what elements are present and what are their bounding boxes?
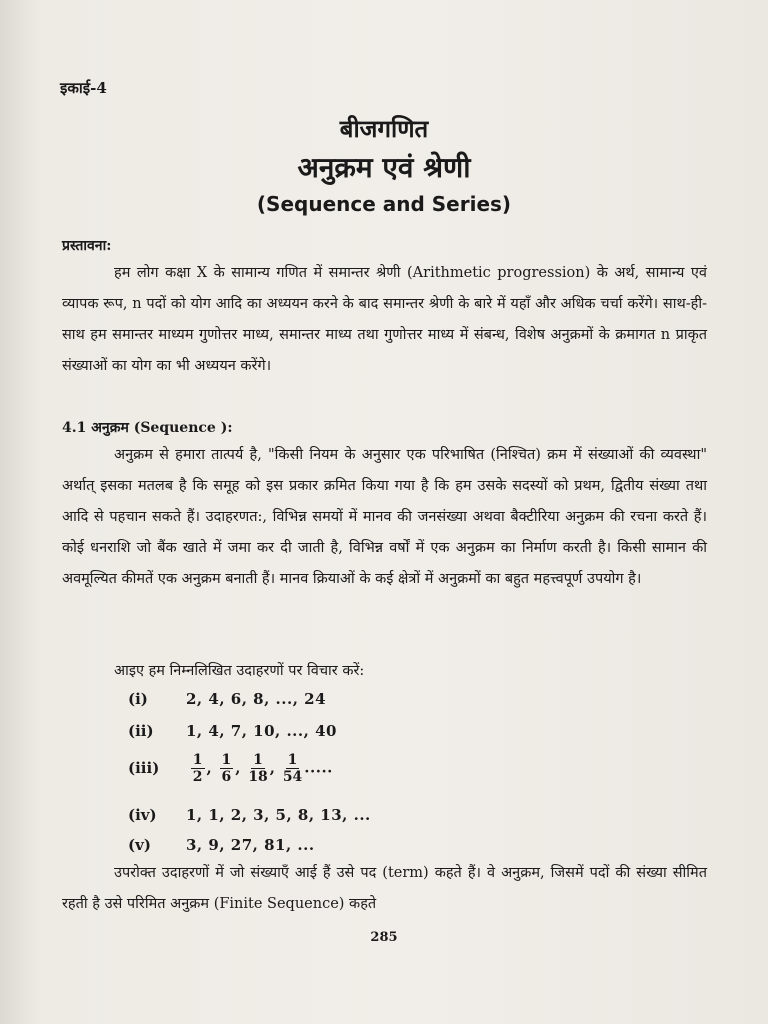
- closing-paragraph: उपरोक्त उदाहरणों में जो संख्याएँ आई हैं उसे पद (term) कहते हैं। वे अनुक्रम, जिसमें पदों की संख्या सीमित रहती है उसे परिमित अनुक्रम (Finite Sequence) कहते: [62, 865, 707, 912]
- example-item: (i) 2, 4, 6, 8, ..., 24: [128, 690, 327, 708]
- example-item: (iii) $\frac{1}{2}$ , $\frac{1}{6}$ , $\frac{1}{18}$ , $\frac{1}{54}$ .....: [128, 752, 333, 785]
- unit-label: इकाई-4: [60, 79, 107, 97]
- fraction: $\frac{1}{6}$: [221, 752, 232, 785]
- intro-paragraph: हम लोग कक्षा X के सामान्य गणित में समान्तर श्रेणी (Arithmetic progression) के अर्थ, सामान्य एवं व्यापक रूप, n पदों को योग आदि का अध्ययन करने के बाद समान्तर श्रेणी के बारे में यहाँ और अधिक चर्चा करेंगे। साथ-ही-साथ हम समान्तर माध्यम गुणोत्तर माध्य, समान्तर माध्य तथा गुणोत्तर माध्य में संबन्ध, विशेष अनुक्रमों के क्रमागत n प्राकृत संख्याओं का योग का भी अध्ययन करेंगे।: [62, 265, 707, 374]
- examples-intro: आइए हम निम्नलिखित उदाहरणों पर विचार करें:: [114, 663, 365, 679]
- intro-heading: प्रस्तावना:: [62, 238, 112, 254]
- chapter-subtitle-english: (Sequence and Series): [256, 192, 512, 216]
- example-item: (iv) 1, 1, 2, 3, 5, 8, 13, ...: [128, 806, 371, 824]
- section-paragraph: अनुक्रम से हमारा तात्पर्य है, "किसी नियम के अनुसार एक परिभाषित (निश्चित) क्रम में संख्याओं की व्यवस्था" अर्थात् इसका मतलब है कि समूह को इस प्रकार क्रमित किया गया है कि हम उसके सदस्यों को प्रथम, द्वितीय संख्या तथा आदि से पहचान सकते हैं। उदाहरणत:, विभिन्न समयों में मानव की जनसंख्या अथवा बैक्टीरिया अनुक्रम की रचना करते हैं। कोई धनराशि जो बैंक खाते में जमा कर दी जाती है, विभिन्न वर्षों में एक अनुक्रम का निर्माण करती है। किसी सामान की अवमूल्यित कीमतें एक अनुक्रम बनाती हैं। मानव क्रियाओं के कई क्षेत्रों में अनुक्रमों का बहुत महत्त्वपूर्ण उपयोग है।: [62, 447, 707, 587]
- chapter-title: बीजगणित: [339, 114, 429, 143]
- chapter-subtitle: अनुक्रम एवं श्रेणी: [297, 151, 471, 184]
- section-heading: 4.1 अनुक्रम (Sequence ):: [62, 420, 233, 436]
- page-number: 285: [370, 930, 398, 945]
- example-item: (v) 3, 9, 27, 81, ...: [128, 836, 315, 854]
- fraction: $\frac{1}{18}$: [248, 752, 268, 785]
- fraction: $\frac{1}{2}$: [192, 752, 203, 785]
- example-item: (ii) 1, 4, 7, 10, ..., 40: [128, 722, 337, 740]
- fraction: $\frac{1}{54}$: [282, 752, 303, 785]
